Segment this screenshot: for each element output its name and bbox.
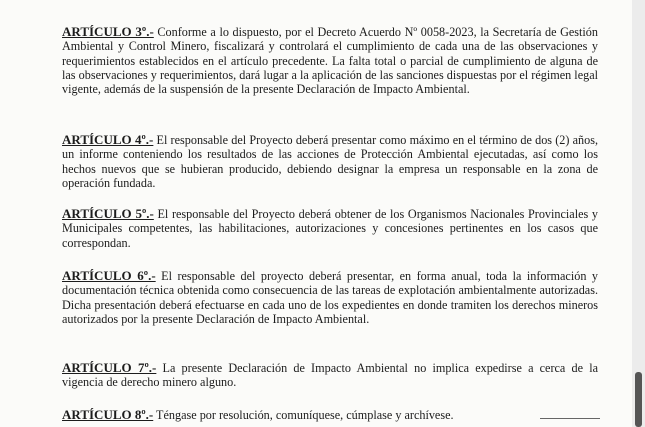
article-5-heading: ARTÍCULO 5º.- [62,206,154,222]
article-3-heading: ARTÍCULO 3º.- [62,24,154,40]
article-7-heading: ARTÍCULO 7º.- [62,360,157,376]
article-3-body: Conforme a lo dispuesto, por el Decreto Acuerdo Nº 0058-2023, la Secretaría de Gestión Ambiental y Control Minero, fiscalizará y controlará el cumplimiento de cada una de las observaciones y requerimientos establecidos en el artículo precedente. La falta total o parcial de cumplimiento de alguna de las observaciones y requerimientos, dará lugar a la aplicación de las sanciones dispuestas por el régimen legal vigente, además de la suspensión de la presente Declaración de Impacto Ambiental. [62,25,598,96]
article-7 [62,361,598,389]
article-6 [62,269,598,326]
article-6-body: El responsable del proyecto deberá presentar, en forma anual, toda la información y documentación técnica obtenida como consecuencia de las tareas de explotación ambientalmente autorizadas. Dicha presentación deberá efectuarse en cada uno de los expedientes en donde tramiten los derechos mineros autorizados por la presente Declaración de Impacto Ambiental. [62,269,598,326]
article-8-heading: ARTÍCULO 8º.- [62,407,154,423]
article-4 [62,133,598,190]
stray-scan-line [540,418,600,419]
article-5 [62,207,598,250]
article-3 [62,25,598,96]
article-6-heading: ARTÍCULO 6º.- [62,268,156,284]
article-4-heading: ARTÍCULO 4º.- [62,132,154,148]
article-7-body: La presente Declaración de Impacto Ambiental no implica expedirse a cerca de la vigencia de derecho minero alguno. [62,361,598,390]
article-8 [62,408,598,422]
article-5-body: El responsable del Proyecto deberá obtener de los Organismos Nacionales Provinciales y Municipales competentes, las habilitaciones, autorizaciones y concesiones pertinentes en los casos que correspondan. [62,207,598,250]
scrollbar-thumb[interactable] [635,372,642,427]
vertical-scrollbar[interactable] [632,0,645,427]
article-8-body: Téngase por resolución, comuníquese, cúmplase y archívese. [153,408,454,423]
article-4-body: El responsable del Proyecto deberá presentar como máximo en el término de dos (2) años, un informe conteniendo los resultados de las acciones de Protección Ambiental ejecutadas, así como los hechos nuevos que se hubieran producido, debiendo designar la empresa un responsable en la zona de operación fundada. [62,133,598,190]
